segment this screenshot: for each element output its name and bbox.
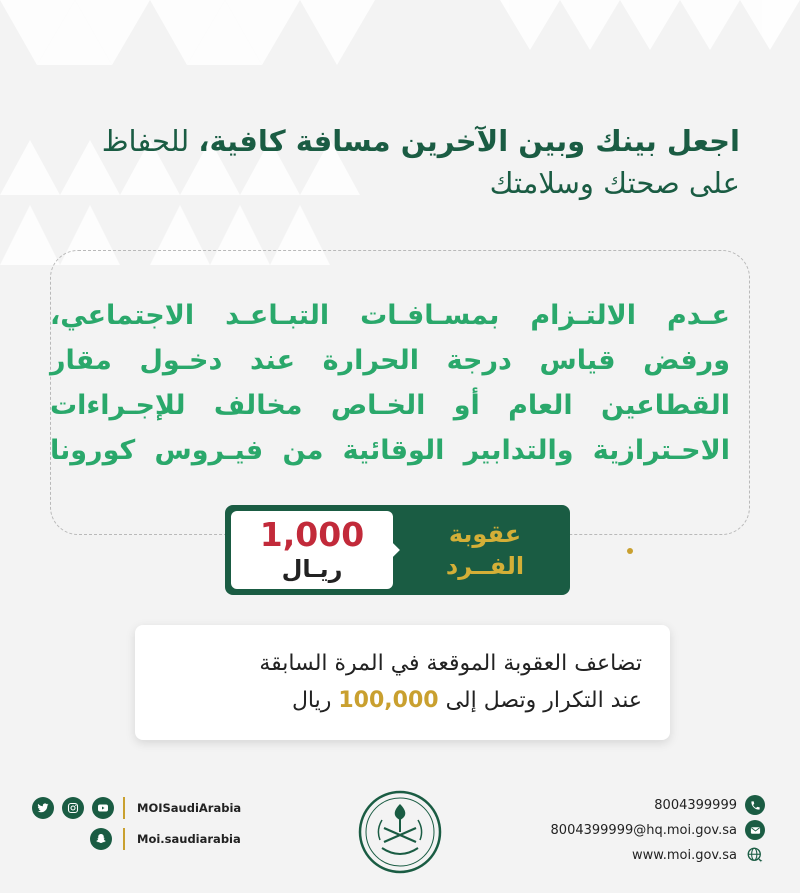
instagram-icon[interactable] bbox=[62, 797, 84, 819]
repeat-line-2 bbox=[152, 682, 642, 719]
notice-line: عـدم الالتـزام بمسـافـات التبـاعـد الاجتماعي، bbox=[50, 300, 730, 331]
fine-currency: ريـال bbox=[281, 555, 343, 583]
snapchat-row bbox=[32, 828, 112, 850]
repeat-line-1: تضاعف العقوبة الموقعة في المرة السابقة bbox=[259, 651, 642, 676]
notice-text bbox=[50, 293, 730, 473]
repeat-suffix: ريال bbox=[291, 688, 332, 713]
notice-line: ورفض قياس درجة الحرارة عند دخـول مقار bbox=[50, 345, 730, 376]
phone-text: 8004399999 bbox=[654, 797, 737, 813]
email-icon bbox=[745, 820, 765, 840]
handle-separator bbox=[123, 828, 125, 850]
social-icons bbox=[32, 797, 114, 819]
phone-icon bbox=[745, 795, 765, 815]
handle-separator bbox=[123, 797, 125, 819]
fine-amount: 1,000 bbox=[259, 515, 365, 554]
fine-label bbox=[400, 505, 570, 595]
fine-label-line-2: الفــرد bbox=[445, 552, 525, 580]
ministry-emblem-icon bbox=[358, 790, 442, 874]
headline-bold-text: اجعل بينك وبين الآخرين مسافة كافية، bbox=[198, 124, 740, 158]
email-text: 8004399999@hq.moi.gov.sa bbox=[550, 822, 737, 838]
website-text: www.moi.gov.sa bbox=[632, 847, 737, 863]
fine-box bbox=[225, 505, 570, 595]
headline-line-2: على صحتك وسلامتك bbox=[489, 166, 740, 200]
social-handle-snapchat[interactable]: Moi.saudiarabia bbox=[137, 832, 241, 846]
contact-email[interactable] bbox=[551, 820, 765, 840]
notice-line: القطاعين العام أو الخـاص مخالف للإجـراءات bbox=[50, 390, 730, 421]
contact-phone[interactable] bbox=[654, 795, 765, 815]
frame-dot bbox=[627, 548, 633, 554]
youtube-icon[interactable] bbox=[92, 797, 114, 819]
contact-website[interactable] bbox=[632, 845, 765, 865]
repeat-offense-text bbox=[152, 645, 642, 719]
twitter-icon[interactable] bbox=[32, 797, 54, 819]
repeat-prefix: عند التكرار وتصل إلى bbox=[445, 688, 642, 713]
repeat-max-amount: 100,000 bbox=[338, 688, 439, 713]
headline-regular-text: للحفاظ bbox=[101, 124, 190, 158]
fine-label-line-1: عقوبة bbox=[448, 520, 522, 548]
globe-icon bbox=[745, 845, 765, 865]
social-handle-primary[interactable]: MOISaudiArabia bbox=[137, 801, 242, 815]
notice-line: الاحـترازية والتدابير الوقائية من فيـروس كورونا bbox=[50, 435, 730, 466]
repeat-offense-box bbox=[135, 625, 670, 740]
headline bbox=[40, 120, 740, 204]
snapchat-icon[interactable] bbox=[90, 828, 112, 850]
fine-amount-box bbox=[231, 511, 393, 589]
headline-line-1 bbox=[40, 120, 740, 162]
